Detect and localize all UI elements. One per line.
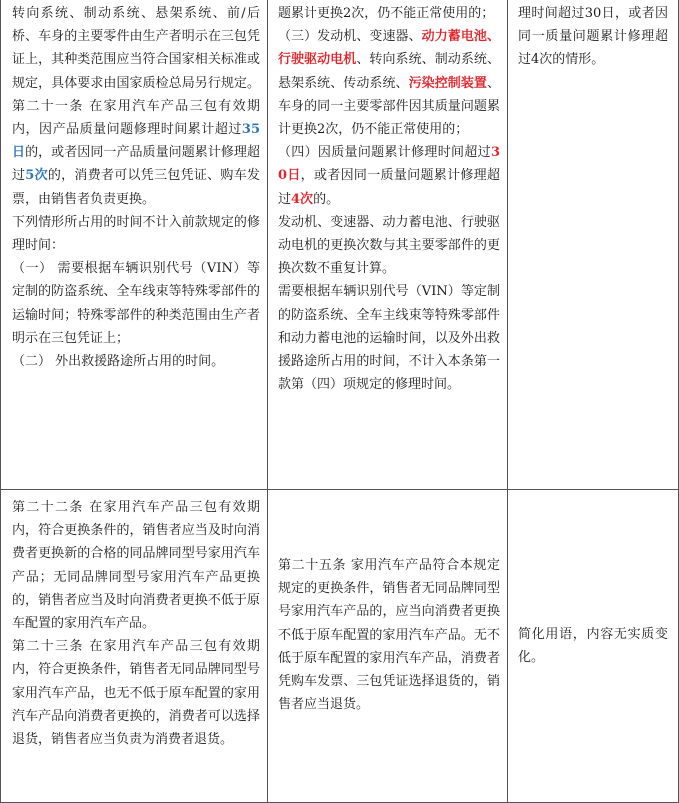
row2-col3-note: 简化用语，内容无实质变化。 (518, 627, 668, 666)
row2-new-regulation-cell (278, 554, 500, 800)
highlight-4-times: 4次 (291, 191, 314, 207)
row2-col2-para1: 第二十五条 家用汽车产品符合本规定规定的更换条件，销售者无同品牌同型号家用汽车产品的，应当向消费者更换不低于原车配置的家用汽车产品。无不低于原车配置的家用汽车产品，消费者凭购车发票、三包凭证选择退货的，销售者应当退货。 (278, 558, 500, 713)
row1-old-regulation-cell (12, 2, 260, 488)
row1-col2-para1: 题累计更换2次，仍不能正常使用的； (278, 6, 495, 21)
row1-col2-para3: （四）因质量问题累计修理时间超过30日，或者因同一质量问题累计修理超过4次的。 (278, 145, 500, 207)
highlight-5-times: 5次 (25, 168, 48, 184)
highlight-emission-control: 污染控制装置 (408, 75, 487, 91)
row1-new-regulation-cell (278, 2, 500, 488)
row2-col1-para1: 第二十二条 在家用汽车产品三包有效期内，符合更换条件的，销售者应当及时向消费者更换新的合格的同品牌同型号家用汽车产品；无同品牌同型号家用汽车产品更换的，销售者应当及时向消费者更换不低于原车配置的家用汽车产品。 (12, 500, 260, 632)
row1-col1-para1: 转向系统、制动系统、悬架系统、前/后桥、车身的主要零件由生产者明示在三包凭证上，其种类范围应当符合国家相关标准或规定，具体要求由国家质检总局另行规定。第二十一条 在家用汽车产品三包有效期内，因产品质量问题修理时间累计超过35日的，或者因同一产品质量问题累计修理超过5次的，消费者可以凭三包凭证、购车发票，由销售者负责更换。 (12, 6, 260, 207)
highlight-battery-motor: 动力蓄电池、行驶驱动电机 (278, 29, 500, 68)
row1-col3-note: 理时间超过30日，或者因同一质量问题累计修理超过4次的情形。 (518, 6, 668, 68)
row1-col2-para5: 需要根据车辆识别代号（VIN）等定制的防盗系统、全车主线束等特殊零部件和动力蓄电池的运输时间，以及外出救援路途所占用的时间，不计入本条第一款第（四）项规定的修理时间。 (278, 284, 500, 393)
highlight-35-days: 35日 (12, 122, 260, 161)
row-divider (0, 489, 679, 490)
row1-col2-para4: 发动机、变速器、动力蓄电池、行驶驱动电机的更换次数与其主要零部件的更换次数不重复计算。 (278, 214, 500, 277)
column-divider-1 (267, 0, 268, 803)
row2-old-regulation-cell (12, 496, 260, 801)
row2-note-cell (518, 623, 668, 683)
row1-col2-para2: （三）发动机、变速器、动力蓄电池、行驶驱动电机、转向系统、制动系统、悬架系统、传动系统、污染控制装置、车身的同一主要零部件因其质量问题累计更换2次，仍不能正常使用的； (278, 29, 500, 138)
highlight-30-days: 30日 (278, 145, 500, 184)
row2-col1-para2: 第二十三条 在家用汽车产品三包有效期内，符合更换条件，销售者无同品牌同型号家用汽车产品，也无不低于原车配置的家用汽车产品向消费者更换的，消费者可以选择退货，销售者应当负责为消费者退货。 (12, 639, 260, 748)
row1-col1-para3: （一） 需要根据车辆识别代号（VIN）等定制的防盗系统、全车线束等特殊零部件的运输时间；特殊零部件的种类范围由生产者明示在三包凭证上； (12, 261, 260, 346)
row1-col1-para2: 下列情形所占用的时间不计入前款规定的修理时间： (12, 214, 260, 254)
column-divider-2 (507, 0, 508, 803)
table-border-left (0, 0, 1, 803)
row1-note-cell (518, 2, 668, 488)
row1-col1-para4: （二） 外出救援路途所占用的时间。 (12, 354, 225, 370)
